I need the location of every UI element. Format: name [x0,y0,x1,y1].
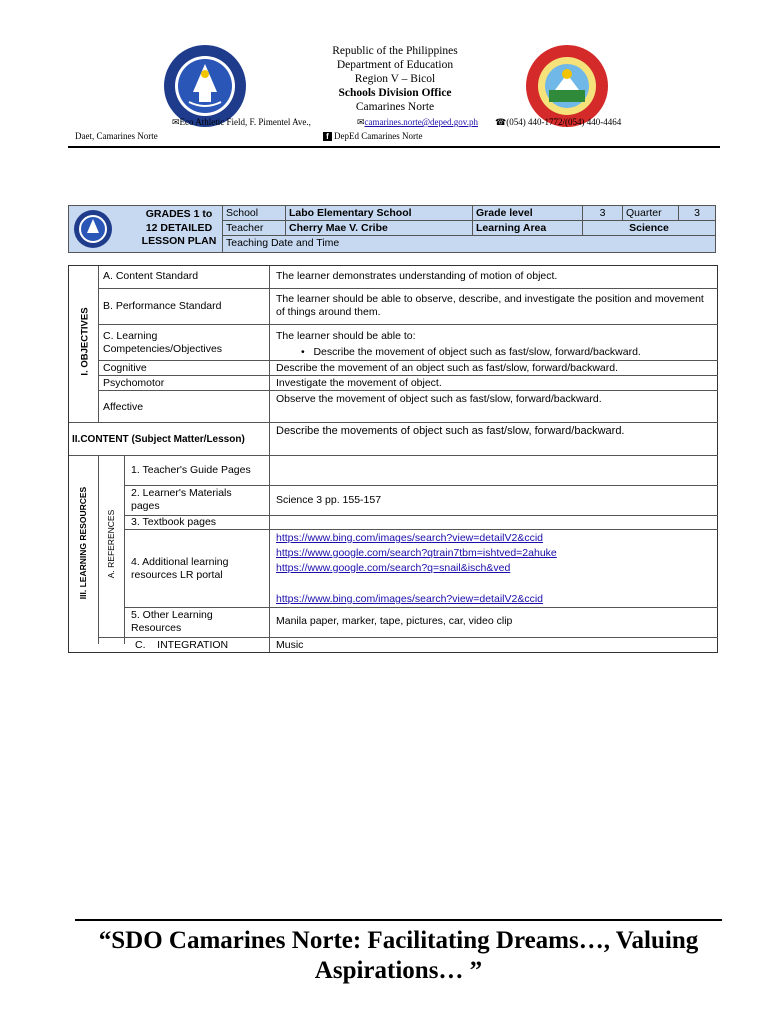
affective-value: Observe the movement of object such as fast/slow, forward/backward. [276,393,602,405]
additional-resources-label: 4. Additional learning resources LR portal [131,556,229,581]
mail-icon: ✉ [357,117,365,127]
cognitive-label: Cognitive [103,362,147,374]
competencies-intro: The learner should be able to: [276,330,416,342]
references-label: A. REFERENCES [106,509,116,579]
quarter-value: 3 [679,206,715,221]
competencies-bullet-item [301,346,641,359]
envelope-icon: ✉ [172,117,180,127]
other-resources-value: Manila paper, marker, tape, pictures, car, video clip [276,615,513,627]
performance-standard-label: B. Performance Standard [103,300,222,312]
school-value: Labo Elementary School [286,206,473,221]
department-text: Department of Education [336,59,454,71]
address-line [172,117,311,128]
deped-small-seal [73,209,113,249]
header-divider [68,146,720,148]
objectives-section-label: I. OBJECTIVES [79,307,91,376]
email-link[interactable]: camarines.norte@deped.gov.ph [364,117,478,127]
school-label: School [222,206,286,221]
learning-resources-section-label: III. LEARNING RESOURCES [78,486,88,600]
affective-label: Affective [103,401,144,413]
content-standard-value: The learner demonstrates understanding of motion of object. [276,270,558,282]
other-resources-label: 5. Other Learning Resources [131,609,213,634]
lesson-plan-header [68,205,716,253]
email-line [357,117,478,128]
footer-divider [75,919,722,921]
facebook-icon: f [323,132,332,141]
cognitive-value: Describe the movement of an object such as fast/slow, forward/backward. [276,362,618,374]
psychomotor-value: Investigate the movement of object. [276,377,442,389]
division-text: Schools Division Office [338,87,452,99]
sdo-camarines-norte-logo [525,44,609,128]
phone-line [495,117,621,128]
teacher-label: Teacher [222,221,286,236]
resource-link-4[interactable]: https://www.bing.com/images/search?view=detailV2&ccid [276,593,544,605]
textbook-label: 3. Textbook pages [131,516,217,528]
city-text: Daet, Camarines Norte [75,131,158,141]
phone-icon: ☎ [495,117,507,127]
learners-materials-label: 2. Learner's Materials pages [131,487,232,512]
integration-label: C. INTEGRATION [135,639,229,651]
grade-level-label: Grade level [473,206,583,221]
republic-text: Republic of the Philippines [332,45,458,57]
resource-link-3[interactable]: https://www.google.com/search?q=snail&isch&ved [276,562,511,574]
facebook-text: DepEd Camarines Norte [334,131,423,141]
teachers-guide-label: 1. Teacher's Guide Pages [131,464,251,476]
integration-value: Music [276,639,304,651]
facebook-line [323,131,422,141]
agency-header [270,44,520,114]
grade-level-value: 3 [583,206,623,221]
footer-motto: “SDO Camarines Norte: Facilitating Dreams…, Valuing Aspirations… ” [98,927,699,984]
competencies-label: C. Learning Competencies/Objectives [103,330,223,355]
learning-area-label: Learning Area [473,221,583,236]
learning-area-value: Science [583,221,715,236]
psychomotor-label: Psychomotor [103,377,165,389]
deped-seal-logo [163,44,247,128]
teacher-value: Cherry Mae V. Cribe [286,221,473,236]
learners-materials-value: Science 3 pp. 155-157 [276,494,382,506]
teaching-date-label: Teaching Date and Time [222,236,715,252]
performance-standard-value: The learner should be able to observe, describe, and investigate the position and movement of things around them. [276,293,704,318]
phone-text: (054) 440-1772/(054) 440-4464 [506,117,622,127]
region-text: Region V – Bicol [354,73,436,85]
content-value: Describe the movements of object such as fast/slow, forward/backward. [276,425,625,437]
resource-link-1[interactable]: https://www.bing.com/images/search?view=detailV2&ccid [276,532,544,544]
address-text: Eco Athletic Field, F. Pimentel Ave., [179,117,311,127]
content-label: II.CONTENT (Subject Matter/Lesson) [72,434,245,445]
lesson-plan-table [68,265,718,653]
competencies-bullet-text: Describe the movement of object such as fast/slow, forward/backward. [313,346,641,358]
province-text: Camarines Norte [355,101,435,113]
resource-link-2[interactable]: https://www.google.com/search?qtrain7tbm=ishtved=2ahuke [276,547,557,559]
quarter-label: Quarter [623,206,679,221]
lesson-plan-title: GRADES 1 to 12 DETAILED LESSON PLAN [141,208,217,247]
bullet-icon: • [301,346,314,358]
content-standard-label: A. Content Standard [103,270,199,282]
